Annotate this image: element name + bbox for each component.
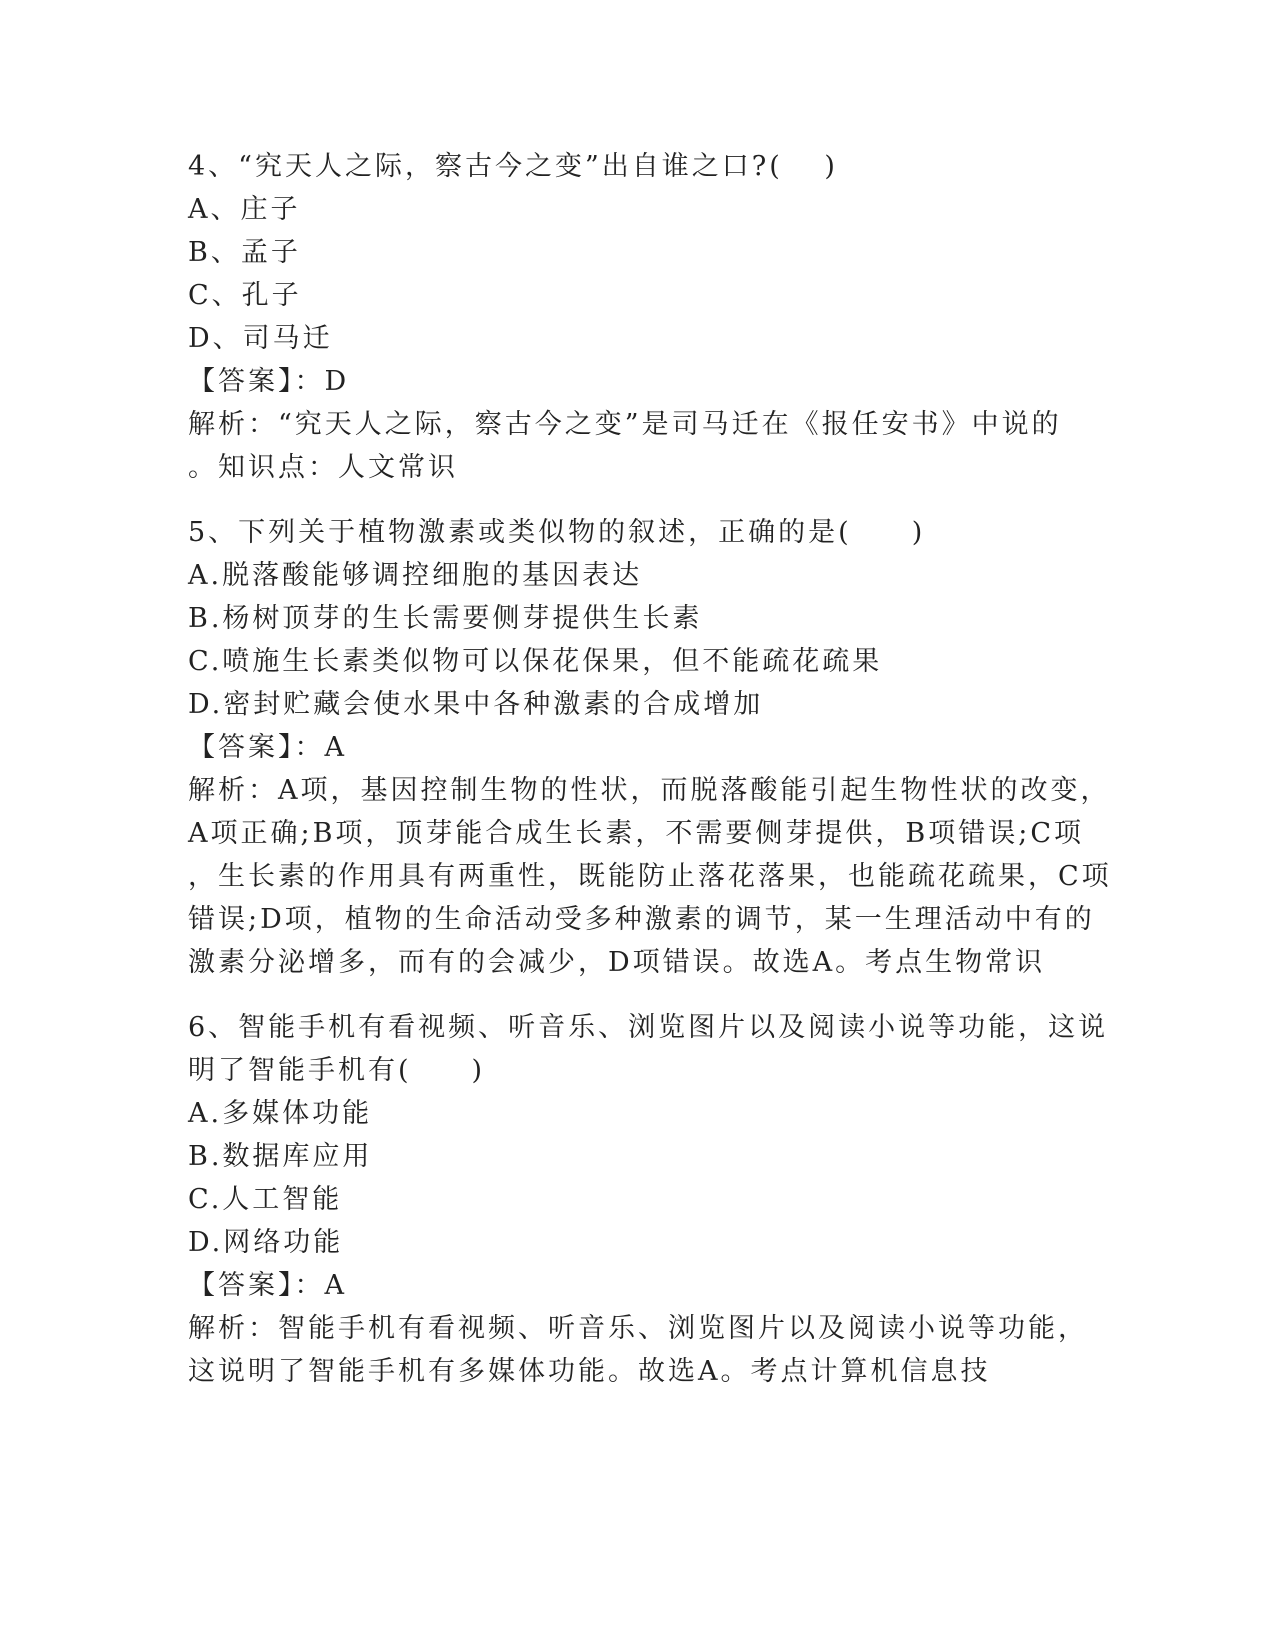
option-d: D.网络功能 bbox=[188, 1227, 344, 1258]
analysis-line: 解析：“究天人之际，察古今之变”是司马迁在《报任安书》中说的 bbox=[188, 409, 1062, 440]
analysis-line: 解析：智能手机有看视频、听音乐、浏览图片以及阅读小说等功能， bbox=[188, 1313, 1088, 1344]
option-c: C、孔子 bbox=[188, 280, 302, 311]
option-d: D.密封贮藏会使水果中各种激素的合成增加 bbox=[188, 689, 764, 720]
analysis-line: 这说明了智能手机有多媒体功能。故选A。考点计算机信息技 bbox=[188, 1356, 991, 1387]
analysis-line: A项正确;B项，顶芽能合成生长素，不需要侧芽提供，B项错误;C项 bbox=[188, 818, 1085, 849]
option-a: A.脱落酸能够调控细胞的基因表达 bbox=[188, 560, 643, 591]
question-stem: 明了智能手机有( ) bbox=[188, 1055, 486, 1086]
question-stem: 5、下列关于植物激素或类似物的叙述，正确的是( ) bbox=[188, 517, 926, 548]
analysis-line: ，生长素的作用具有两重性，既能防止落花落果，也能疏花疏果，C项 bbox=[188, 861, 1112, 892]
analysis-line: 激素分泌增多，而有的会减少，D项错误。故选A。考点生物常识 bbox=[188, 947, 1046, 978]
answer: 【答案】：A bbox=[188, 1270, 347, 1301]
option-b: B.数据库应用 bbox=[188, 1141, 373, 1172]
analysis-line: 错误;D项，植物的生命活动受多种激素的调节，某一生理活动中有的 bbox=[188, 904, 1095, 935]
option-a: A、庄子 bbox=[188, 194, 301, 225]
analysis-line: 解析：A项，基因控制生物的性状，而脱落酸能引起生物性状的改变， bbox=[188, 775, 1111, 806]
question-stem: 4、“究天人之际，察古今之变”出自谁之口?( ) bbox=[188, 151, 838, 182]
option-c: C.喷施生长素类似物可以保花保果，但不能疏花疏果 bbox=[188, 646, 883, 677]
document-page bbox=[188, 145, 1112, 1393]
answer: 【答案】：A bbox=[188, 732, 347, 763]
question-6 bbox=[188, 1006, 1109, 1393]
question-4 bbox=[188, 145, 1088, 489]
question-stem: 6、智能手机有看视频、听音乐、浏览图片以及阅读小说等功能，这说 bbox=[188, 1012, 1109, 1043]
option-a: A.多媒体功能 bbox=[188, 1098, 373, 1129]
answer: 【答案】：D bbox=[188, 366, 350, 397]
question-5 bbox=[188, 511, 1112, 984]
option-c: C.人工智能 bbox=[188, 1184, 343, 1215]
spacer bbox=[188, 489, 1088, 511]
option-d: D、司马迁 bbox=[188, 323, 333, 354]
analysis-line: 。知识点：人文常识 bbox=[188, 452, 458, 483]
option-b: B.杨树顶芽的生长需要侧芽提供生长素 bbox=[188, 603, 703, 634]
spacer bbox=[188, 984, 1088, 1006]
option-b: B、孟子 bbox=[188, 237, 301, 268]
